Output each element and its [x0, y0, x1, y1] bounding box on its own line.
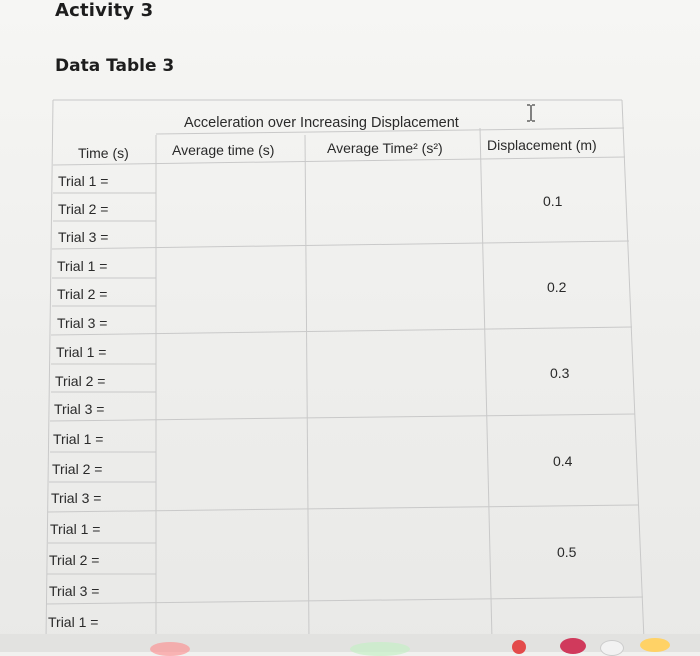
header-time: Time (s) [78, 145, 129, 161]
blurred-blob [350, 642, 410, 656]
displacement-value: 0.5 [557, 544, 577, 560]
blurred-blob [150, 642, 190, 656]
displacement-value: 0.1 [543, 193, 563, 209]
trial-label: Trial 2 = [49, 552, 100, 568]
header-displacement: Displacement (m) [487, 137, 597, 153]
blurred-blob [640, 638, 670, 652]
trial-label: Trial 1 = [56, 344, 107, 360]
data-table-title: Data Table 3 [55, 56, 175, 76]
header-average-time: Average time (s) [172, 142, 275, 158]
trial-label: Trial 1 = [48, 614, 99, 630]
trial-label: Trial 3 = [49, 583, 100, 599]
trial-labels [48, 173, 108, 630]
i-beam-cursor-icon [525, 104, 537, 122]
trial-label: Trial 1 = [53, 431, 104, 447]
displacement-value: 0.4 [553, 453, 573, 469]
displacement-value: 0.3 [550, 365, 570, 381]
trial-label: Trial 1 = [58, 173, 109, 189]
trial-label: Trial 3 = [57, 315, 108, 331]
trial-label: Trial 3 = [58, 229, 109, 245]
activity-title: Activity 3 [55, 0, 154, 21]
trial-label: Trial 1 = [57, 258, 108, 274]
photo-bottom-edge [0, 634, 700, 652]
header-average-time-squared: Average Time² (s²) [327, 140, 443, 156]
group-header: Acceleration over Increasing Displacement [184, 115, 459, 131]
trial-label: Trial 1 = [50, 521, 101, 537]
trial-label: Trial 3 = [54, 401, 105, 417]
trial-label: Trial 2 = [58, 201, 109, 217]
displacement-values [543, 193, 577, 560]
blurred-blob [600, 640, 624, 656]
trial-label: Trial 3 = [51, 490, 102, 506]
trial-label: Trial 2 = [52, 461, 103, 477]
trial-label: Trial 2 = [57, 286, 108, 302]
displacement-value: 0.2 [547, 279, 567, 295]
trial-label: Trial 2 = [55, 373, 106, 389]
